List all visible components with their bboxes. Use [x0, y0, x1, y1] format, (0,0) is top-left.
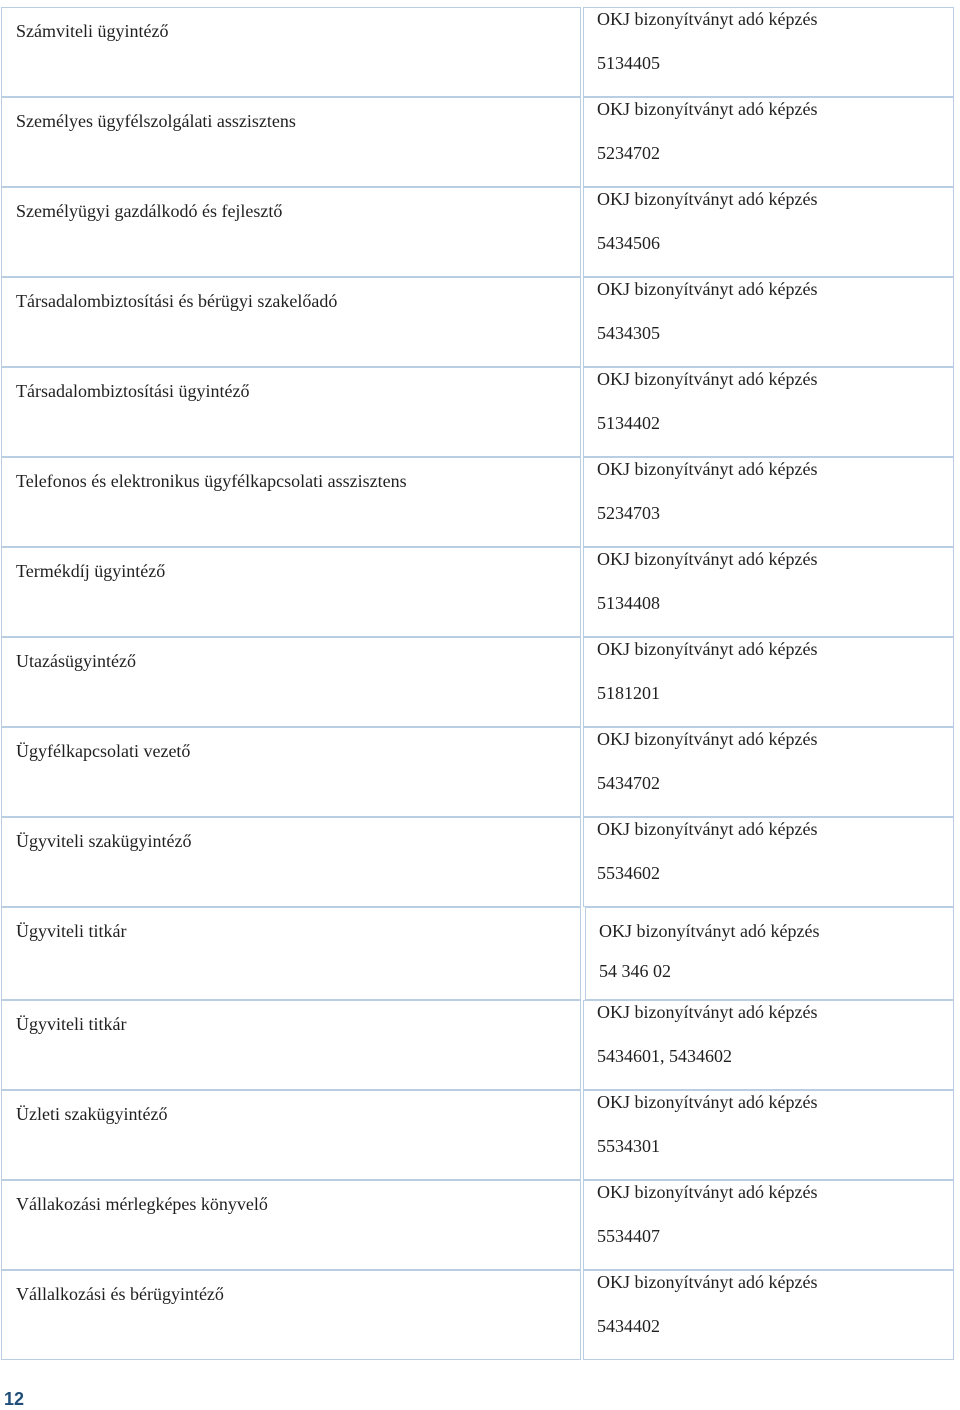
occupation-name: Társadalombiztosítási ügyintéző — [16, 381, 250, 401]
occupation-name: Vállalkozási és bérügyintéző — [16, 1284, 224, 1304]
occupation-name: Vállakozási mérlegképes könyvelő — [16, 1194, 268, 1214]
okj-code: 5534602 — [597, 863, 660, 883]
training-cell — [583, 637, 954, 727]
training-type: OKJ bizonyítványt adó képzés — [597, 369, 818, 389]
table-row — [0, 907, 960, 1000]
occupation-cell — [1, 907, 581, 1000]
okj-code: 5434506 — [597, 233, 660, 253]
occupation-name: Személyes ügyfélszolgálati asszisztens — [16, 111, 296, 131]
occupation-name: Üzleti szakügyintéző — [16, 1104, 168, 1124]
occupation-cell — [1, 817, 581, 907]
table-row — [0, 1000, 960, 1090]
training-cell — [583, 277, 954, 367]
training-cell — [583, 1000, 954, 1090]
okj-code: 54 346 02 — [599, 961, 671, 981]
occupation-cell — [1, 1180, 581, 1270]
occupation-name: Személyügyi gazdálkodó és fejlesztő — [16, 201, 283, 221]
occupation-name: Számviteli ügyintéző — [16, 21, 169, 41]
table-row — [0, 457, 960, 547]
okj-code: 5434702 — [597, 773, 660, 793]
okj-code: 5534407 — [597, 1226, 660, 1246]
okj-code: 5234702 — [597, 143, 660, 163]
training-type: OKJ bizonyítványt adó képzés — [597, 1002, 818, 1022]
occupation-name: Termékdíj ügyintéző — [16, 561, 166, 581]
table-row — [0, 817, 960, 907]
training-type: OKJ bizonyítványt adó képzés — [597, 99, 818, 119]
training-cell — [583, 457, 954, 547]
occupation-cell — [1, 187, 581, 277]
training-type: OKJ bizonyítványt adó képzés — [597, 639, 818, 659]
occupation-name: Utazásügyintéző — [16, 651, 136, 671]
training-cell — [583, 1270, 954, 1360]
training-type: OKJ bizonyítványt adó képzés — [597, 279, 818, 299]
okj-code: 5234703 — [597, 503, 660, 523]
okj-code: 5434305 — [597, 323, 660, 343]
training-type: OKJ bizonyítványt adó képzés — [597, 9, 818, 29]
table-row — [0, 7, 960, 97]
training-type: OKJ bizonyítványt adó képzés — [599, 921, 820, 941]
occupation-cell — [1, 277, 581, 367]
training-cell — [583, 367, 954, 457]
training-cell — [583, 97, 954, 187]
table-row — [0, 277, 960, 367]
training-cell — [583, 7, 954, 97]
occupation-name: Társadalombiztosítási és bérügyi szakelőadó — [16, 291, 338, 311]
training-cell — [585, 907, 954, 1000]
training-type: OKJ bizonyítványt adó képzés — [597, 549, 818, 569]
table-row — [0, 1090, 960, 1180]
okj-code: 5134405 — [597, 53, 660, 73]
training-cell — [583, 187, 954, 277]
training-type: OKJ bizonyítványt adó képzés — [597, 1272, 818, 1292]
table-row — [0, 367, 960, 457]
training-type: OKJ bizonyítványt adó képzés — [597, 1182, 818, 1202]
table-row — [0, 187, 960, 277]
table-row — [0, 547, 960, 637]
training-cell — [583, 727, 954, 817]
training-type: OKJ bizonyítványt adó képzés — [597, 189, 818, 209]
okj-code: 5434601, 5434602 — [597, 1046, 732, 1066]
training-type: OKJ bizonyítványt adó képzés — [597, 1092, 818, 1112]
okj-code: 5181201 — [597, 683, 660, 703]
table-row — [0, 1180, 960, 1270]
occupation-cell — [1, 7, 581, 97]
training-type: OKJ bizonyítványt adó képzés — [597, 459, 818, 479]
occupation-name: Ügyviteli titkár — [16, 1014, 127, 1034]
training-cell — [583, 1180, 954, 1270]
occupation-cell — [1, 457, 581, 547]
training-type: OKJ bizonyítványt adó képzés — [597, 729, 818, 749]
page-number: 12 — [4, 1389, 25, 1409]
okj-code: 5134402 — [597, 413, 660, 433]
occupation-cell — [1, 727, 581, 817]
training-cell — [583, 1090, 954, 1180]
occupation-cell — [1, 367, 581, 457]
training-cell — [583, 547, 954, 637]
occupation-cell — [1, 97, 581, 187]
okj-code: 5134408 — [597, 593, 660, 613]
table-row — [0, 637, 960, 727]
okj-code: 5534301 — [597, 1136, 660, 1156]
occupation-name: Ügyviteli szakügyintéző — [16, 831, 192, 851]
okj-code: 5434402 — [597, 1316, 660, 1336]
table-row — [0, 727, 960, 817]
occupation-cell — [1, 1090, 581, 1180]
table-row — [0, 1270, 960, 1360]
occupation-cell — [1, 1270, 581, 1360]
training-type: OKJ bizonyítványt adó képzés — [597, 819, 818, 839]
occupation-name: Telefonos és elektronikus ügyfélkapcsolati asszisztens — [16, 471, 407, 491]
occupation-name: Ügyfélkapcsolati vezető — [16, 741, 191, 761]
table-row — [0, 97, 960, 187]
occupation-cell — [1, 1000, 581, 1090]
occupation-cell — [1, 637, 581, 727]
occupation-name: Ügyviteli titkár — [16, 921, 127, 941]
training-cell — [583, 817, 954, 907]
occupation-cell — [1, 547, 581, 637]
